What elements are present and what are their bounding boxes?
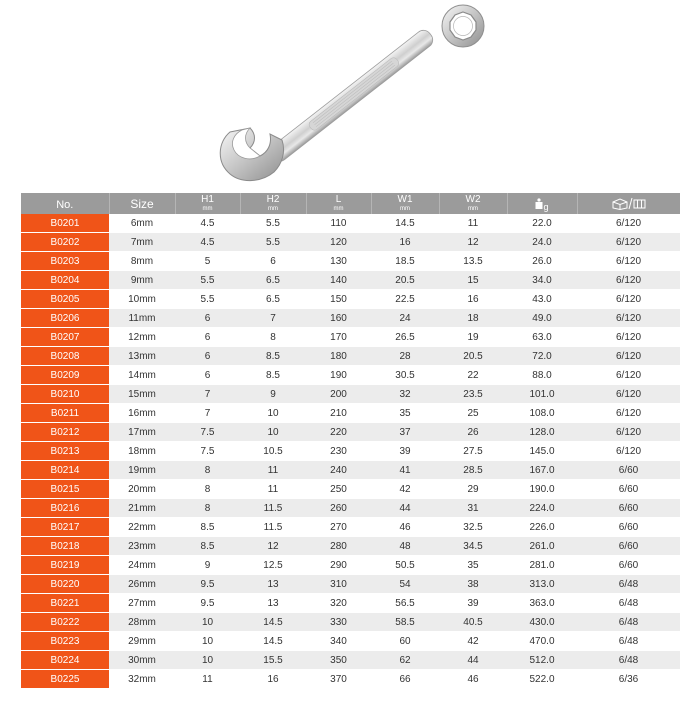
cell-packing: 6/60 [577, 556, 680, 575]
cell-w1: 16 [371, 233, 439, 252]
cell-l: 110 [306, 214, 371, 233]
cell-h1: 5 [175, 252, 240, 271]
cell-h1: 10 [175, 613, 240, 632]
cell-packing: 6/60 [577, 461, 680, 480]
cell-size: 19mm [109, 461, 175, 480]
table-row [21, 575, 680, 594]
table-row [21, 347, 680, 366]
cell-weight: 470.0 [507, 632, 577, 651]
cell-h1: 6 [175, 328, 240, 347]
cell-weight: 281.0 [507, 556, 577, 575]
cell-l: 310 [306, 575, 371, 594]
cell-w2: 12 [439, 233, 507, 252]
cell-weight: 49.0 [507, 309, 577, 328]
cell-h2: 14.5 [240, 613, 306, 632]
table-row [21, 461, 680, 480]
cell-w2: 46 [439, 670, 507, 689]
cell-weight: 512.0 [507, 651, 577, 670]
cell-h1: 8 [175, 499, 240, 518]
cell-code: B0201 [21, 214, 109, 233]
cell-size: 30mm [109, 651, 175, 670]
cell-packing: 6/36 [577, 670, 680, 689]
col-header-size-label: Size [130, 196, 154, 211]
cell-l: 220 [306, 423, 371, 442]
cell-size: 21mm [109, 499, 175, 518]
cell-w2: 25 [439, 404, 507, 423]
cell-code: B0222 [21, 613, 109, 632]
cell-packing: 6/120 [577, 328, 680, 347]
cell-l: 370 [306, 670, 371, 689]
cell-size: 6mm [109, 214, 175, 233]
cell-size: 18mm [109, 442, 175, 461]
cell-size: 26mm [109, 575, 175, 594]
cell-packing: 6/48 [577, 651, 680, 670]
cell-w2: 16 [439, 290, 507, 309]
cell-packing: 6/120 [577, 366, 680, 385]
cell-w1: 46 [371, 518, 439, 537]
col-header-h2 [240, 193, 306, 214]
cell-weight: 101.0 [507, 385, 577, 404]
cell-w1: 58.5 [371, 613, 439, 632]
cell-w2: 22 [439, 366, 507, 385]
cell-l: 180 [306, 347, 371, 366]
cell-h1: 11 [175, 670, 240, 689]
cell-weight: 363.0 [507, 594, 577, 613]
cell-weight: 24.0 [507, 233, 577, 252]
cell-code: B0214 [21, 461, 109, 480]
cell-size: 11mm [109, 309, 175, 328]
cell-w2: 28.5 [439, 461, 507, 480]
col-header-w2-label: W2 [465, 194, 481, 205]
cell-weight: 145.0 [507, 442, 577, 461]
table-row [21, 670, 680, 689]
cell-code: B0209 [21, 366, 109, 385]
cell-w1: 22.5 [371, 290, 439, 309]
cell-w1: 26.5 [371, 328, 439, 347]
cell-code: B0224 [21, 651, 109, 670]
col-header-w2 [439, 193, 507, 214]
cell-w2: 38 [439, 575, 507, 594]
cell-code: B0220 [21, 575, 109, 594]
cell-h1: 5.5 [175, 290, 240, 309]
table-row [21, 385, 680, 404]
col-header-w1-unit: mm [400, 206, 410, 212]
cell-w1: 32 [371, 385, 439, 404]
cell-packing: 6/120 [577, 404, 680, 423]
cell-size: 9mm [109, 271, 175, 290]
cell-l: 330 [306, 613, 371, 632]
cell-size: 8mm [109, 252, 175, 271]
cell-size: 12mm [109, 328, 175, 347]
cell-h1: 6 [175, 309, 240, 328]
cell-l: 130 [306, 252, 371, 271]
cell-h2: 11 [240, 480, 306, 499]
cell-h2: 10 [240, 404, 306, 423]
table-row [21, 480, 680, 499]
cell-size: 32mm [109, 670, 175, 689]
cell-weight: 190.0 [507, 480, 577, 499]
cell-w1: 37 [371, 423, 439, 442]
cell-w1: 50.5 [371, 556, 439, 575]
cell-l: 190 [306, 366, 371, 385]
cell-weight: 313.0 [507, 575, 577, 594]
cell-size: 14mm [109, 366, 175, 385]
cell-w2: 19 [439, 328, 507, 347]
table-row [21, 556, 680, 575]
table-row [21, 499, 680, 518]
col-header-h2-unit: mm [268, 206, 278, 212]
cell-packing: 6/60 [577, 518, 680, 537]
cell-weight: 34.0 [507, 271, 577, 290]
cell-packing: 6/48 [577, 594, 680, 613]
cell-h1: 4.5 [175, 214, 240, 233]
cell-w2: 11 [439, 214, 507, 233]
cell-h2: 11 [240, 461, 306, 480]
cell-code: B0212 [21, 423, 109, 442]
cell-size: 17mm [109, 423, 175, 442]
cell-code: B0216 [21, 499, 109, 518]
cell-code: B0223 [21, 632, 109, 651]
cell-packing: 6/120 [577, 442, 680, 461]
table-row [21, 233, 680, 252]
cell-h2: 14.5 [240, 632, 306, 651]
cell-weight: 63.0 [507, 328, 577, 347]
cell-h1: 7 [175, 385, 240, 404]
cell-code: B0208 [21, 347, 109, 366]
cell-w1: 62 [371, 651, 439, 670]
cell-code: B0218 [21, 537, 109, 556]
cell-l: 160 [306, 309, 371, 328]
cell-weight: 72.0 [507, 347, 577, 366]
cell-h2: 16 [240, 670, 306, 689]
spec-table [21, 193, 680, 689]
cell-packing: 6/120 [577, 423, 680, 442]
col-header-no-label: No. [56, 198, 74, 211]
cell-h2: 8.5 [240, 366, 306, 385]
cell-w2: 27.5 [439, 442, 507, 461]
cell-l: 270 [306, 518, 371, 537]
cell-w1: 18.5 [371, 252, 439, 271]
cell-l: 320 [306, 594, 371, 613]
cell-h2: 11.5 [240, 499, 306, 518]
cell-weight: 226.0 [507, 518, 577, 537]
cell-code: B0210 [21, 385, 109, 404]
cell-size: 13mm [109, 347, 175, 366]
cell-h2: 12 [240, 537, 306, 556]
packing-box-icon [611, 197, 647, 210]
table-row [21, 309, 680, 328]
cell-h2: 9 [240, 385, 306, 404]
cell-w2: 31 [439, 499, 507, 518]
cell-l: 280 [306, 537, 371, 556]
col-header-l-label: L [335, 194, 342, 205]
cell-h1: 4.5 [175, 233, 240, 252]
cell-code: B0217 [21, 518, 109, 537]
cell-weight: 26.0 [507, 252, 577, 271]
col-header-h1 [175, 193, 240, 214]
cell-weight: 167.0 [507, 461, 577, 480]
col-header-l [306, 193, 371, 214]
col-header-weight [507, 193, 577, 214]
cell-w2: 15 [439, 271, 507, 290]
cell-w2: 13.5 [439, 252, 507, 271]
cell-code: B0211 [21, 404, 109, 423]
cell-h2: 8 [240, 328, 306, 347]
col-header-h2-label: H2 [266, 194, 280, 205]
cell-weight: 522.0 [507, 670, 577, 689]
cell-code: B0203 [21, 252, 109, 271]
col-header-w2-unit: mm [468, 206, 478, 212]
cell-code: B0219 [21, 556, 109, 575]
cell-packing: 6/120 [577, 271, 680, 290]
cell-h1: 6 [175, 347, 240, 366]
cell-h2: 10.5 [240, 442, 306, 461]
cell-size: 16mm [109, 404, 175, 423]
cell-size: 29mm [109, 632, 175, 651]
cell-packing: 6/60 [577, 537, 680, 556]
cell-size: 10mm [109, 290, 175, 309]
cell-code: B0221 [21, 594, 109, 613]
table-header-row [21, 193, 680, 214]
col-header-no [21, 193, 109, 214]
cell-w1: 56.5 [371, 594, 439, 613]
cell-size: 23mm [109, 537, 175, 556]
cell-packing: 6/48 [577, 613, 680, 632]
cell-h1: 9 [175, 556, 240, 575]
cell-l: 260 [306, 499, 371, 518]
cell-h2: 6.5 [240, 271, 306, 290]
cell-w1: 39 [371, 442, 439, 461]
cell-h2: 8.5 [240, 347, 306, 366]
cell-packing: 6/120 [577, 385, 680, 404]
table-row [21, 613, 680, 632]
cell-h2: 7 [240, 309, 306, 328]
cell-w1: 60 [371, 632, 439, 651]
cell-w2: 39 [439, 594, 507, 613]
cell-h1: 9.5 [175, 594, 240, 613]
cell-h2: 11.5 [240, 518, 306, 537]
cell-l: 170 [306, 328, 371, 347]
col-header-h1-unit: mm [202, 206, 213, 212]
cell-w1: 30.5 [371, 366, 439, 385]
cell-w1: 24 [371, 309, 439, 328]
cell-l: 230 [306, 442, 371, 461]
cell-w2: 40.5 [439, 613, 507, 632]
cell-w1: 66 [371, 670, 439, 689]
cell-h2: 6.5 [240, 290, 306, 309]
cell-h2: 15.5 [240, 651, 306, 670]
cell-h1: 8 [175, 480, 240, 499]
col-header-h1-label: H1 [201, 194, 214, 205]
cell-size: 7mm [109, 233, 175, 252]
cell-packing: 6/120 [577, 309, 680, 328]
cell-h2: 5.5 [240, 233, 306, 252]
cell-packing: 6/48 [577, 632, 680, 651]
cell-weight: 224.0 [507, 499, 577, 518]
table-row [21, 271, 680, 290]
cell-w1: 20.5 [371, 271, 439, 290]
col-header-w1 [371, 193, 439, 214]
cell-weight: 88.0 [507, 366, 577, 385]
cell-l: 120 [306, 233, 371, 252]
cell-packing: 6/120 [577, 347, 680, 366]
cell-l: 240 [306, 461, 371, 480]
cell-h1: 9.5 [175, 575, 240, 594]
table-row [21, 404, 680, 423]
cell-l: 250 [306, 480, 371, 499]
table-row [21, 366, 680, 385]
cell-w2: 32.5 [439, 518, 507, 537]
cell-code: B0205 [21, 290, 109, 309]
cell-code: B0225 [21, 670, 109, 689]
table-row [21, 423, 680, 442]
cell-size: 20mm [109, 480, 175, 499]
cell-w2: 23.5 [439, 385, 507, 404]
cell-w2: 18 [439, 309, 507, 328]
cell-weight: 430.0 [507, 613, 577, 632]
cell-size: 15mm [109, 385, 175, 404]
cell-packing: 6/48 [577, 575, 680, 594]
cell-w1: 42 [371, 480, 439, 499]
cell-weight: 108.0 [507, 404, 577, 423]
cell-l: 350 [306, 651, 371, 670]
cell-packing: 6/60 [577, 499, 680, 518]
cell-h2: 6 [240, 252, 306, 271]
cell-h1: 8.5 [175, 537, 240, 556]
cell-w2: 29 [439, 480, 507, 499]
cell-packing: 6/120 [577, 252, 680, 271]
table-row [21, 632, 680, 651]
cell-weight: 43.0 [507, 290, 577, 309]
table-row [21, 290, 680, 309]
cell-weight: 261.0 [507, 537, 577, 556]
cell-l: 210 [306, 404, 371, 423]
table-row [21, 442, 680, 461]
cell-l: 200 [306, 385, 371, 404]
cell-code: B0213 [21, 442, 109, 461]
cell-packing: 6/120 [577, 214, 680, 233]
cell-w1: 35 [371, 404, 439, 423]
cell-w1: 48 [371, 537, 439, 556]
cell-w2: 44 [439, 651, 507, 670]
col-header-weight-unit: g [543, 201, 549, 212]
cell-code: B0207 [21, 328, 109, 347]
cell-w1: 54 [371, 575, 439, 594]
cell-w2: 42 [439, 632, 507, 651]
cell-h2: 13 [240, 594, 306, 613]
combination-wrench-icon [190, 2, 510, 187]
cell-l: 150 [306, 290, 371, 309]
cell-h2: 10 [240, 423, 306, 442]
col-header-l-unit: mm [333, 206, 344, 212]
cell-h1: 7 [175, 404, 240, 423]
cell-w2: 20.5 [439, 347, 507, 366]
cell-packing: 6/60 [577, 480, 680, 499]
cell-size: 22mm [109, 518, 175, 537]
table-row [21, 328, 680, 347]
table-row [21, 214, 680, 233]
cell-packing: 6/120 [577, 233, 680, 252]
cell-code: B0204 [21, 271, 109, 290]
cell-w1: 41 [371, 461, 439, 480]
cell-packing: 6/120 [577, 290, 680, 309]
cell-w1: 28 [371, 347, 439, 366]
cell-h1: 6 [175, 366, 240, 385]
cell-l: 290 [306, 556, 371, 575]
col-header-size [109, 193, 175, 214]
cell-code: B0215 [21, 480, 109, 499]
col-header-packing [577, 193, 680, 214]
cell-h2: 13 [240, 575, 306, 594]
cell-l: 140 [306, 271, 371, 290]
cell-code: B0206 [21, 309, 109, 328]
cell-weight: 128.0 [507, 423, 577, 442]
table-row [21, 252, 680, 271]
cell-h1: 7.5 [175, 423, 240, 442]
cell-size: 27mm [109, 594, 175, 613]
cell-h1: 10 [175, 651, 240, 670]
cell-h1: 7.5 [175, 442, 240, 461]
cell-size: 28mm [109, 613, 175, 632]
cell-h2: 5.5 [240, 214, 306, 233]
cell-w2: 26 [439, 423, 507, 442]
cell-w1: 44 [371, 499, 439, 518]
table-row [21, 518, 680, 537]
cell-w2: 34.5 [439, 537, 507, 556]
cell-code: B0202 [21, 233, 109, 252]
cell-w2: 35 [439, 556, 507, 575]
cell-h1: 8 [175, 461, 240, 480]
cell-w1: 14.5 [371, 214, 439, 233]
cell-h2: 12.5 [240, 556, 306, 575]
table-row [21, 594, 680, 613]
cell-l: 340 [306, 632, 371, 651]
col-header-w1-label: W1 [397, 194, 413, 205]
cell-h1: 10 [175, 632, 240, 651]
cell-size: 24mm [109, 556, 175, 575]
cell-h1: 5.5 [175, 271, 240, 290]
cell-weight: 22.0 [507, 214, 577, 233]
table-row [21, 651, 680, 670]
cell-h1: 8.5 [175, 518, 240, 537]
table-row [21, 537, 680, 556]
